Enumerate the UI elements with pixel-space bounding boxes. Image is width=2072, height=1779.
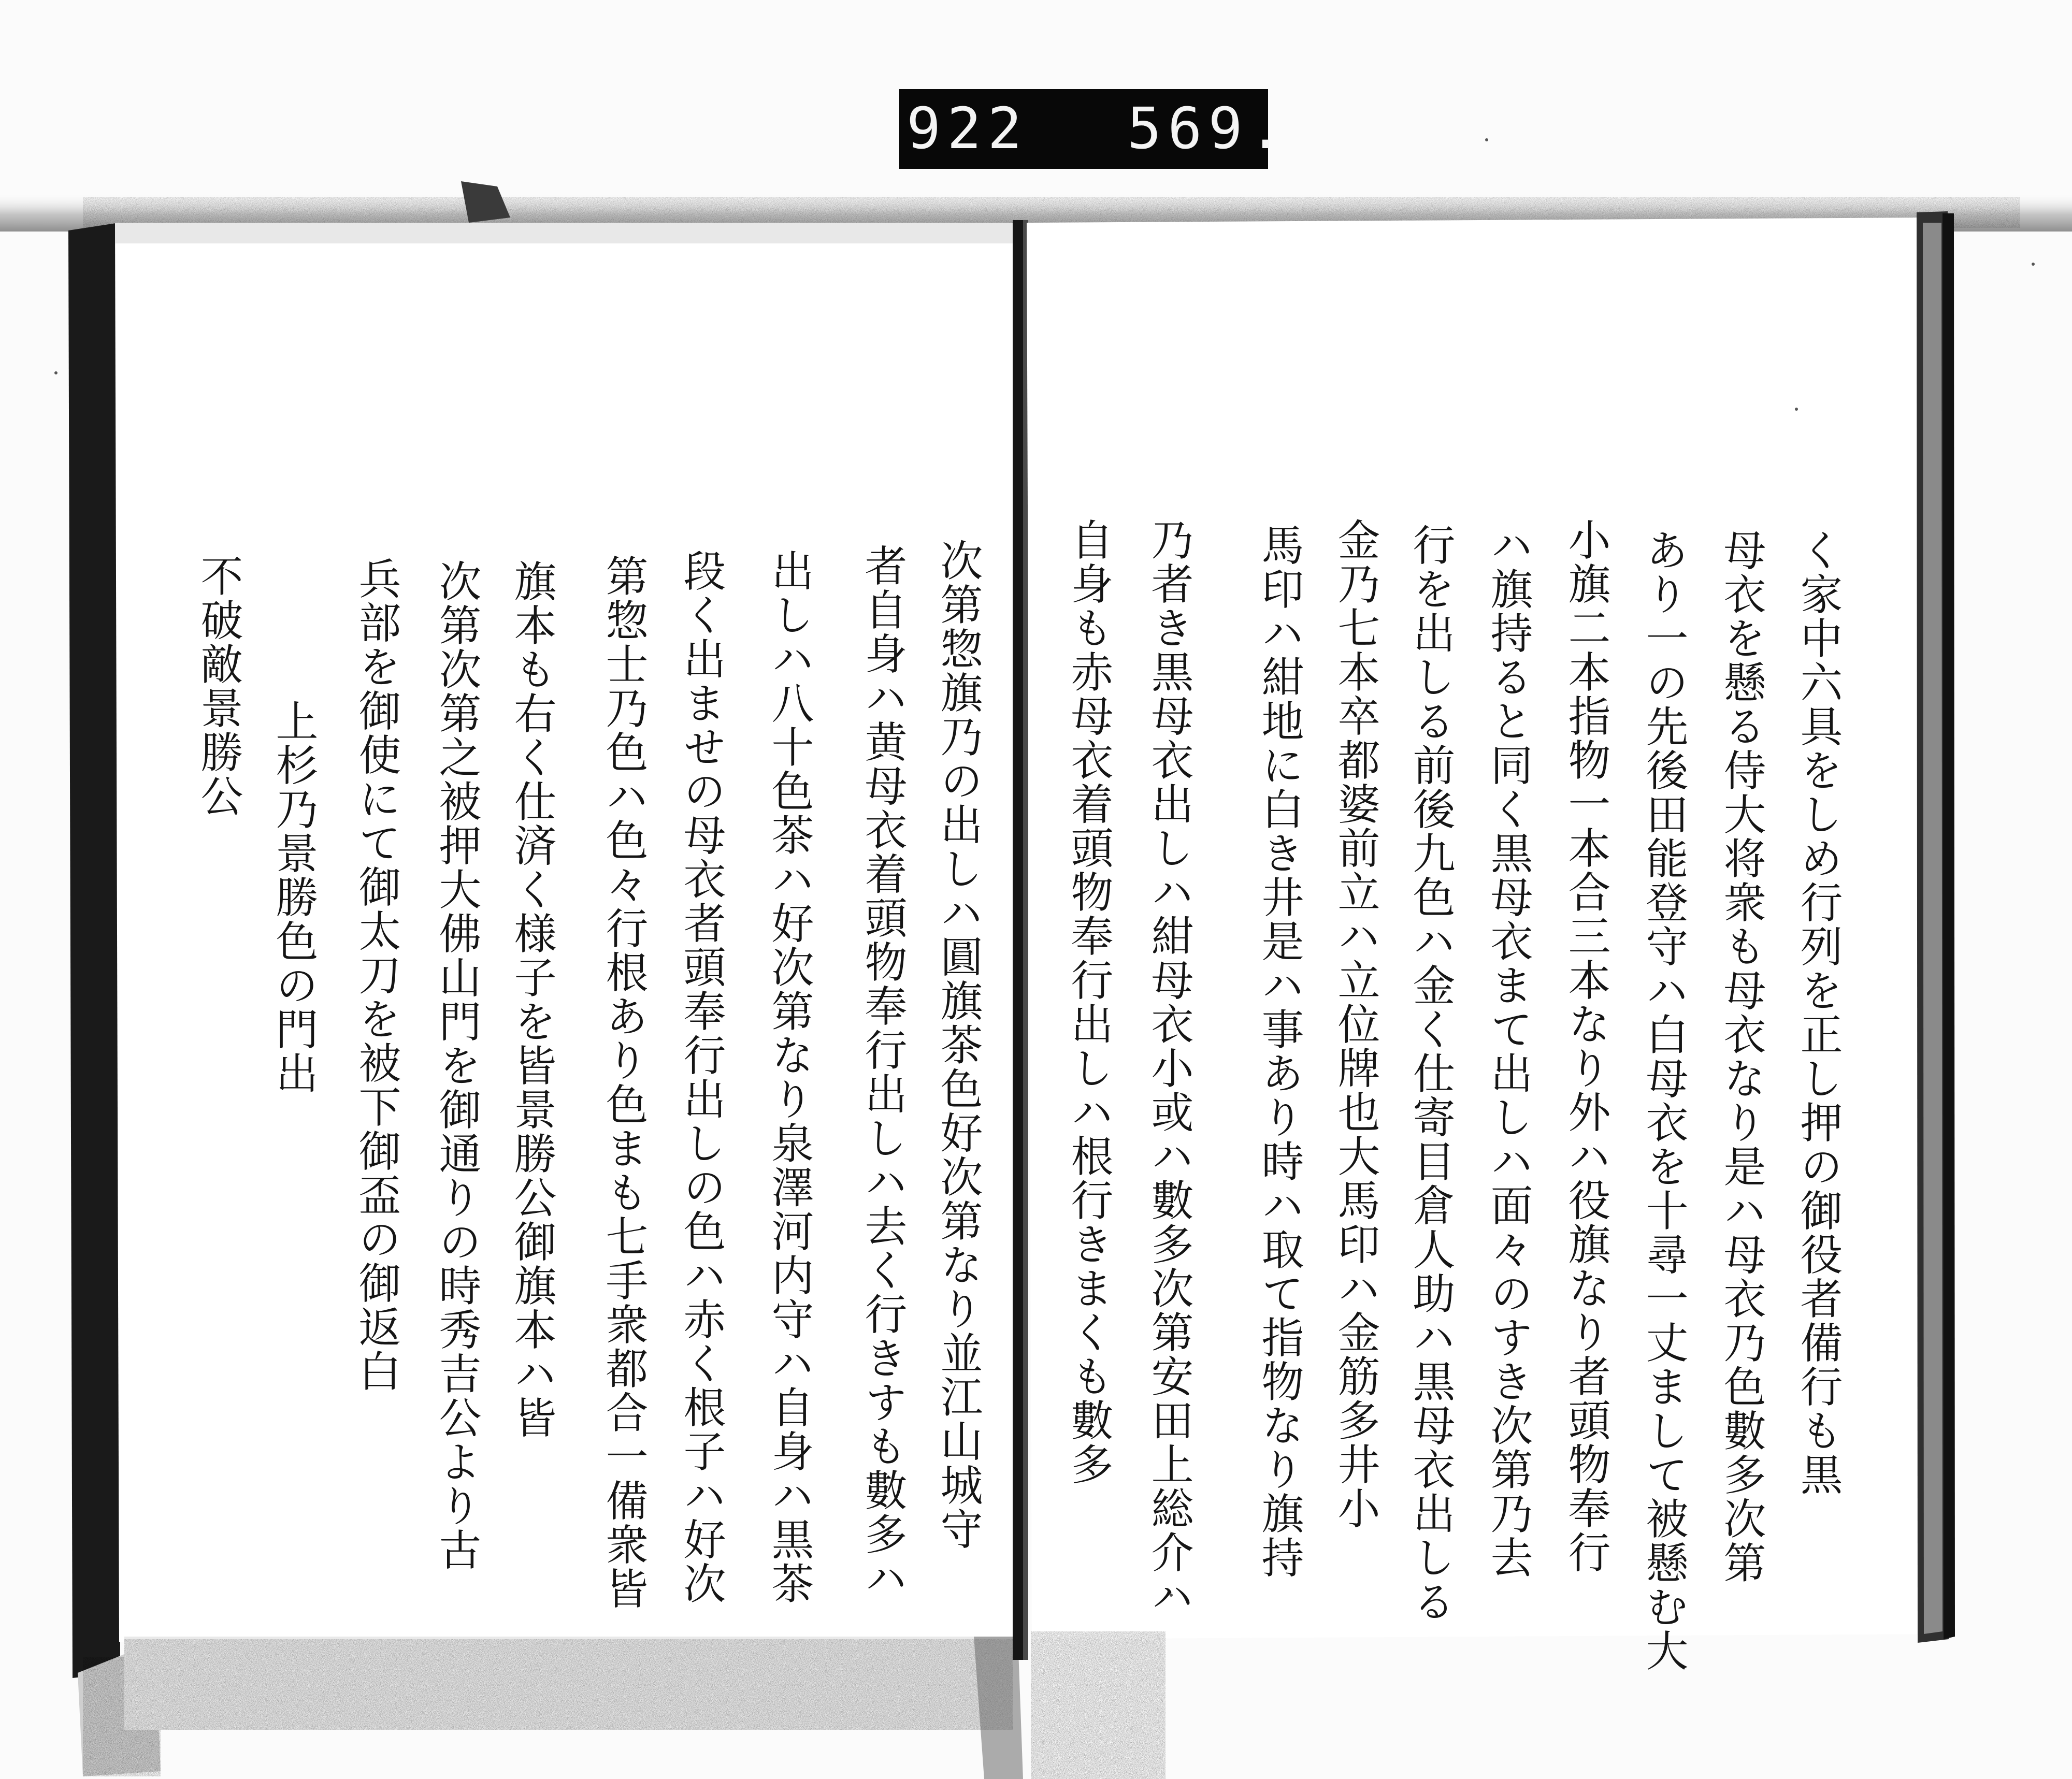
right-page-column: あり一の先後田能登守ハ白母衣を十尋一丈まして被懸む大 bbox=[1639, 528, 1688, 1673]
left-page-column: 出しハ八十色茶ハ好次第なり泉澤河内守ハ自身ハ黒茶 bbox=[765, 549, 814, 1606]
archive-number-left: 922 bbox=[906, 95, 1028, 162]
left-page-column: 次第惣旗乃の出しハ圓旗茶色好次第なり並江山城守 bbox=[933, 539, 983, 1551]
left-page-column: 者自身ハ黄母衣着頭物奉行出しハ去く行きすも數多ハ bbox=[858, 544, 907, 1600]
left-page-column: 段く出ませの母衣者頭奉行出しの色ハ赤く根子ハ好次 bbox=[677, 549, 726, 1606]
left-page-column: 旗本も右く仕済く様子を皆景勝公御旗本ハ皆 bbox=[507, 559, 556, 1440]
left-cover-edge bbox=[68, 223, 120, 1678]
right-page-column: 乃者き黒母衣出しハ紺母衣小或ハ數多次第安田上総介ハ bbox=[1144, 518, 1193, 1618]
left-page-column: 次第次第之被押大佛山門を御通りの時秀吉公より古 bbox=[432, 559, 481, 1572]
left-page-column: 上杉乃景勝色の門出 bbox=[269, 699, 318, 1095]
right-page-column: 金乃七本卒都婆前立ハ立位牌也大馬印ハ金筋多井小 bbox=[1331, 518, 1380, 1530]
archive-label bbox=[899, 89, 1289, 169]
right-page-column: 自身も赤母衣着頭物奉行出しハ根行きまくも數多 bbox=[1064, 518, 1113, 1486]
left-page-column: 兵部を御使にて御太刀を被下御盃の御返白 bbox=[352, 557, 401, 1393]
left-page-column: 第惣士乃色ハ色々行根あり色まも七手衆都合一備衆皆 bbox=[599, 554, 648, 1611]
right-page-column: 馬印ハ紺地に白き井是ハ事あり時ハ取て指物なり旗持 bbox=[1255, 523, 1304, 1580]
right-page-column: 母衣を懸る侍大将衆も母衣なり是ハ母衣乃色數多次第 bbox=[1717, 528, 1766, 1585]
right-page-column: く家中六具をしめ行列を正し押の御役者備行も黒 bbox=[1793, 528, 1843, 1497]
right-page-column: 小旗二本指物一本合三本なり外ハ役旗なり者頭物奉行 bbox=[1561, 518, 1610, 1574]
right-page-column: 行を出しる前後九色ハ金く仕寄目倉人助ハ黒母衣出しる bbox=[1406, 523, 1455, 1624]
right-page-column: ハ旗持ると同く黒母衣まて出しハ面々のすき次第乃去 bbox=[1484, 523, 1533, 1580]
ribbon-tab bbox=[461, 181, 510, 223]
left-page-column: 不破敵景勝公 bbox=[194, 554, 243, 818]
archive-number-right: 569. bbox=[1127, 95, 1289, 162]
